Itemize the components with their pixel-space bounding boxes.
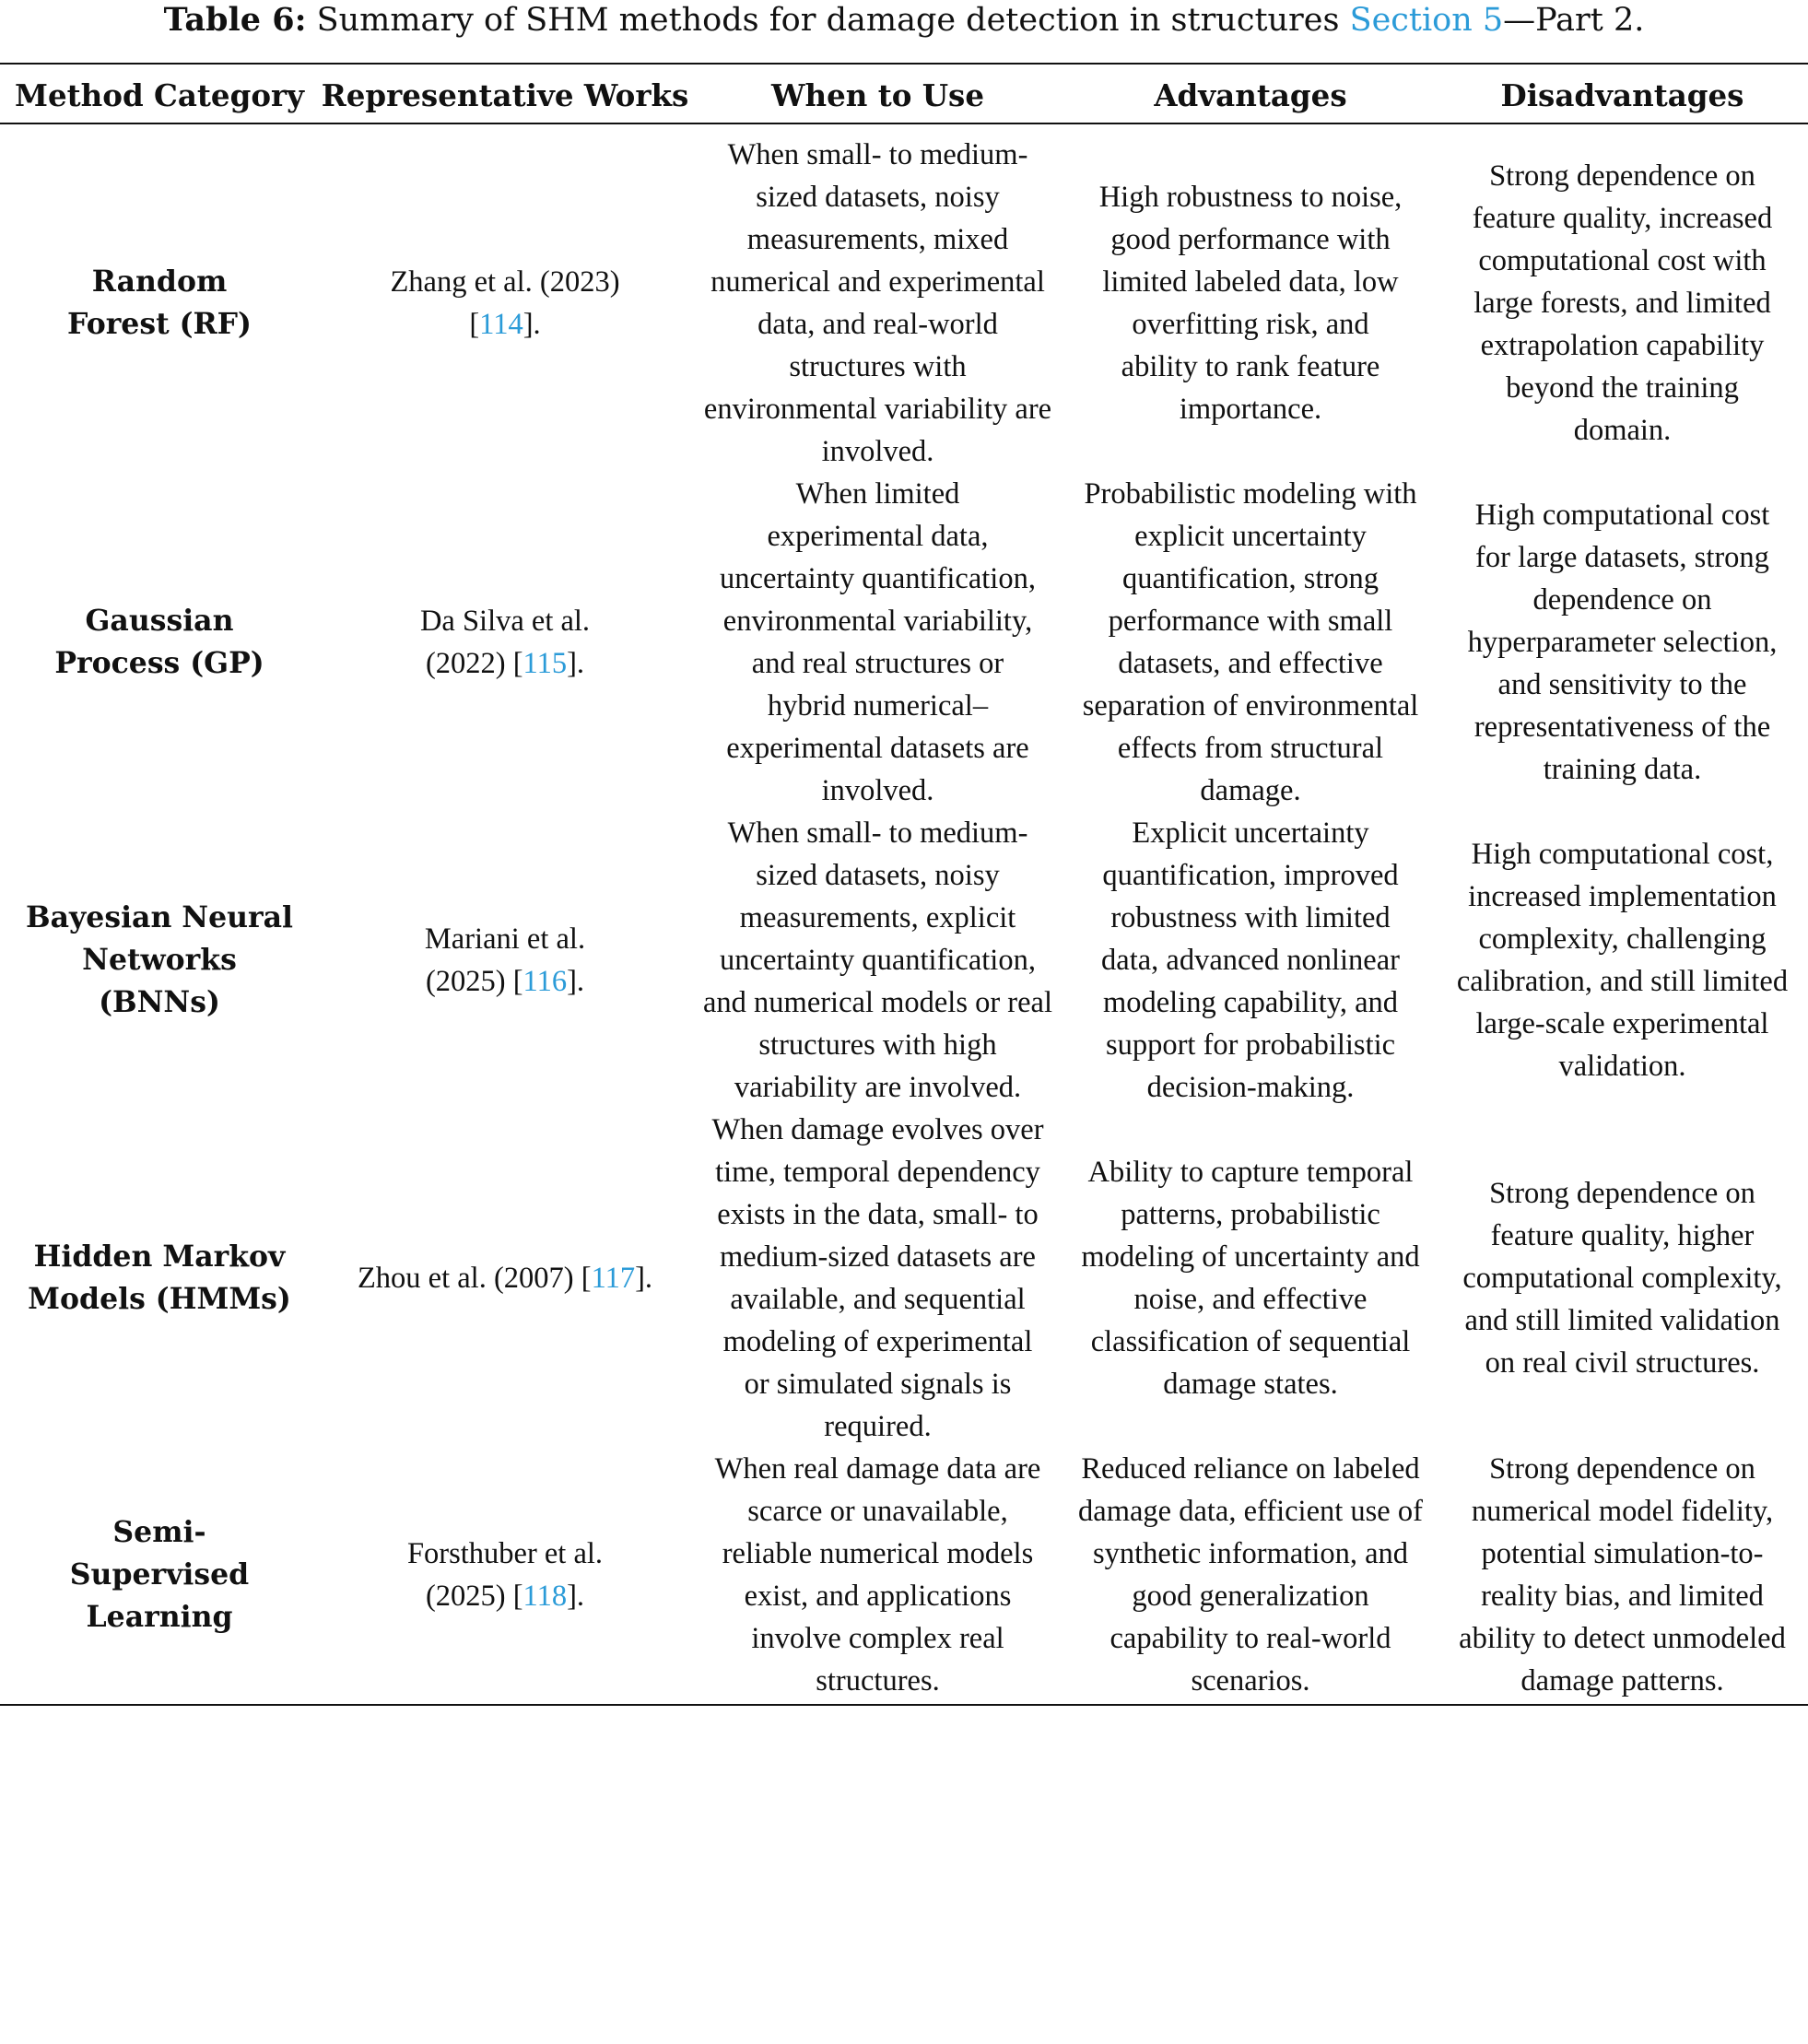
header-method-category: Method Category (14, 77, 305, 113)
work-citation: Mariani et al. (2025) (424, 922, 586, 998)
caption-text: Summary of SHM methods for damage detection in structures (316, 2, 1340, 39)
disadvantages: Strong dependence on numerical model fidelity, potential simulation-to-reality bias, and limited ability to detect unmodeled damage patterns. (1459, 1452, 1786, 1697)
reference-link[interactable]: 117 (591, 1262, 636, 1295)
advantages: High robustness to noise, good performance with limited labeled data, low overfitting risk, and ability to rank feature importance. (1098, 181, 1403, 426)
advantages: Reduced reliance on labeled damage data, efficient use of synthetic information, and good generalization capability to real-world scenarios. (1078, 1452, 1423, 1697)
table-row (0, 812, 1808, 1109)
disadvantages: High computational cost for large datasets, strong dependence on hyperparameter selection, and sensitivity to the representativeness of the training data. (1467, 499, 1778, 786)
when-to-use: When damage evolves over time, temporal dependency exists in the data, small- to medium-sized datasets are available, and sequential modeling of experimental or simulated signals is required. (711, 1113, 1044, 1443)
caption-label: Table 6: (163, 1, 307, 39)
representative-work: Zhang et al. (2023) [114]. (390, 265, 620, 341)
work-citation: Da Silva et al. (2022) (419, 605, 591, 680)
method-category: Hidden Markov Models (HMMs) (28, 1239, 291, 1316)
table-row (0, 473, 1808, 812)
when-to-use: When real damage data are scarce or unavailable, reliable numerical models exist, and applications involve complex real structures. (714, 1452, 1041, 1697)
header-row (0, 64, 1808, 123)
method-category: Bayesian Neural Networks (BNNs) (25, 900, 294, 1019)
representative-work: Da Silva et al. (2022) [115]. (419, 605, 591, 680)
advantages: Ability to capture temporal patterns, probabilistic modeling of uncertainty and noise, and effective classification of sequential damage states. (1081, 1156, 1420, 1401)
reference-link[interactable]: 114 (479, 308, 523, 341)
reference-link[interactable]: 118 (522, 1580, 568, 1613)
disadvantages: Strong dependence on feature quality, increased computational cost with large forests, and limited extrapolation capability beyond the training domain. (1472, 159, 1773, 447)
table-row (0, 123, 1808, 473)
header-advantages: Advantages (1154, 77, 1347, 113)
shm-methods-table (0, 63, 1808, 1706)
section-link[interactable]: Section 5 (1349, 2, 1504, 39)
reference-link[interactable]: 115 (522, 647, 568, 680)
method-category: Random Forest (RF) (67, 264, 252, 341)
when-to-use: When limited experimental data, uncertainty quantification, environmental variability, and real structures or hybrid numerical–experimental datasets are involved. (720, 477, 1036, 807)
advantages: Explicit uncertainty quantification, improved robustness with limited data, advanced nonlinear modeling capability, and support for probabilistic decision-making. (1101, 816, 1400, 1104)
when-to-use: When small- to medium-sized datasets, noisy measurements, mixed numerical and experimental data, and real-world structures with environmental variability are involved. (703, 138, 1052, 468)
when-to-use: When small- to medium-sized datasets, noisy measurements, explicit uncertainty quantification, and numerical models or real structures with high variability are involved. (702, 816, 1053, 1104)
header-disadvantages: Disadvantages (1500, 77, 1744, 113)
method-category: Semi-Supervised Learning (69, 1515, 250, 1634)
representative-work: Zhou et al. (2007) [117]. (357, 1262, 653, 1295)
advantages: Probabilistic modeling with explicit uncertainty quantification, strong performance with small datasets, and effective separation of environmental effects from structural damage. (1082, 477, 1419, 807)
table-row (0, 1448, 1808, 1705)
reference-link[interactable]: 116 (522, 965, 568, 998)
work-citation: Zhang et al. (2023) (390, 265, 620, 299)
representative-work: Forsthuber et al. (2025) [118]. (406, 1537, 604, 1613)
header-when-to-use: When to Use (770, 77, 985, 113)
caption-suffix: —Part 2. (1503, 2, 1645, 39)
table-caption (0, 2, 1808, 39)
method-category: Gaussian Process (GP) (54, 604, 264, 680)
work-citation: Zhou et al. (2007) (357, 1262, 574, 1295)
representative-work: Mariani et al. (2025) [116]. (424, 922, 586, 998)
table-row (0, 1109, 1808, 1448)
disadvantages: High computational cost, increased implementation complexity, challenging calibration, and still limited large-scale experimental validation. (1456, 838, 1789, 1083)
header-representative-works: Representative Works (321, 77, 689, 113)
disadvantages: Strong dependence on feature quality, higher computational complexity, and still limited validation on real civil structures. (1462, 1177, 1782, 1380)
work-citation: Forsthuber et al. (2025) (406, 1537, 604, 1613)
